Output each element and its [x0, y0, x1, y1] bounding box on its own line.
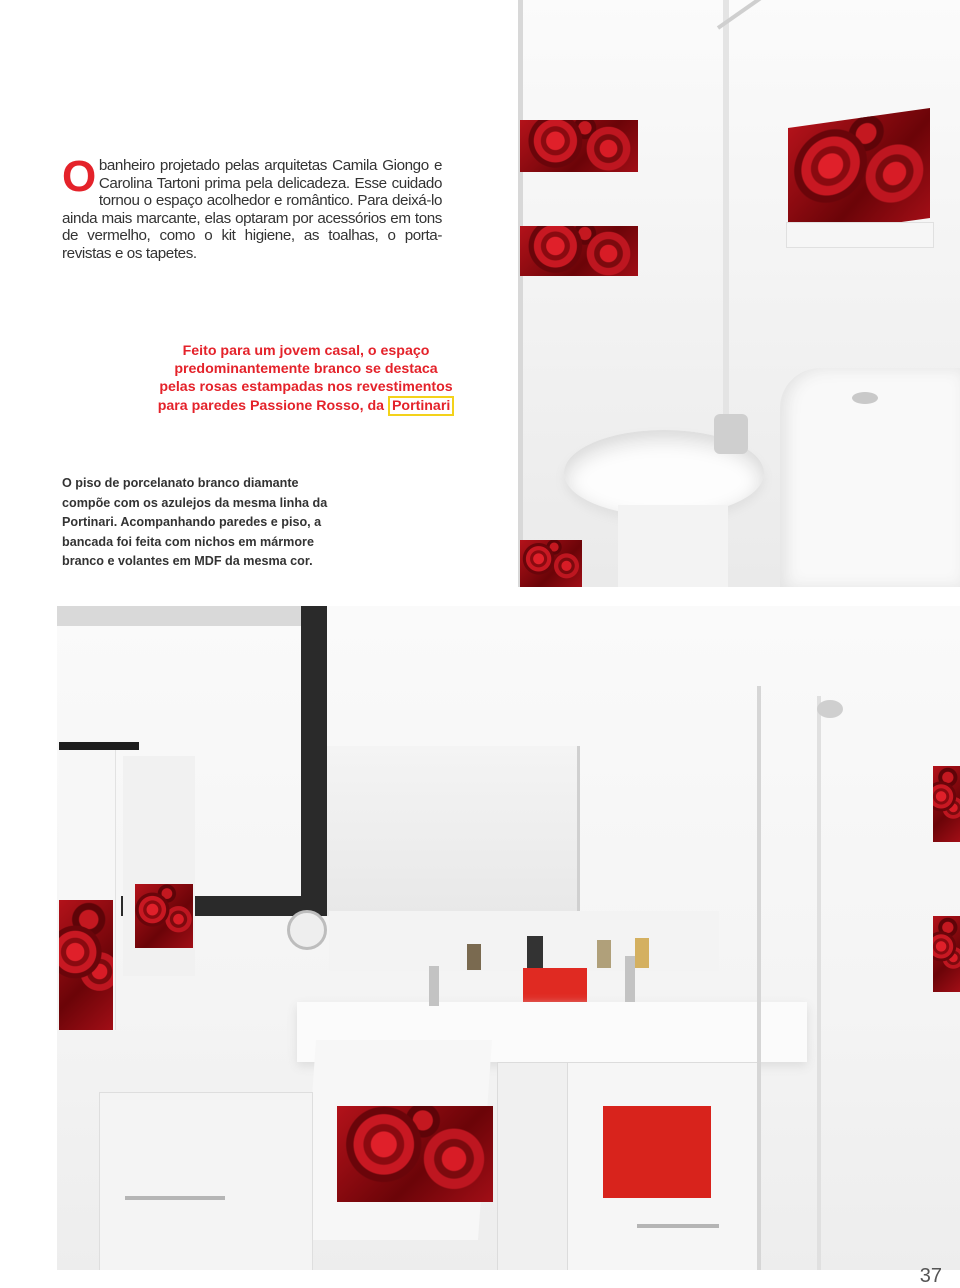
red-magazine-rack	[603, 1106, 711, 1198]
pull-quote-prefix: para paredes Passione Rosso, da	[157, 397, 388, 414]
bidet-faucet	[714, 414, 748, 454]
window-frame	[301, 606, 327, 914]
drawer-handle	[637, 1224, 719, 1228]
caption-line: O piso de porcelanato branco diamante	[62, 476, 299, 490]
photo-caption	[62, 474, 382, 572]
glass-edge	[518, 0, 523, 587]
shaving-mirror	[287, 910, 327, 950]
caption-line: branco e volantes em MDF da mesma cor.	[62, 554, 313, 569]
side-cabinet	[99, 1092, 313, 1270]
pull-quote-line: Feito para um jovem casal, o espaço	[182, 343, 430, 359]
bottle-shelf	[329, 911, 719, 971]
rose-tile-left	[59, 900, 113, 1030]
intro-paragraph	[62, 152, 442, 263]
glass-door-frame	[723, 0, 729, 420]
front-towel-print	[337, 1106, 493, 1202]
bathroom-photo-bottom	[57, 606, 960, 1270]
intro-text: banheiro projetado pelas arquitetas Camila Giongo e Carolina Tartoni prima pela delicadeza. Esse cuidado tornou o espaço acolhedor e romântico. Para deixá-lo ainda mais marcante, elas optaram por acessórios em tons de vermelho, como o kit higiene, as toalhas, o porta-revistas e os tapetes.	[62, 157, 442, 262]
mirror	[327, 746, 580, 916]
bathroom-photo-top	[518, 0, 960, 587]
shower-glass-edge	[817, 696, 821, 1270]
rose-tile	[520, 226, 638, 276]
brand-highlight: Portinari	[388, 396, 454, 416]
bidet-base	[618, 505, 728, 587]
bottle	[597, 940, 611, 968]
drop-cap: O	[62, 152, 96, 201]
pull-quote-line: predominantemente branco se destaca	[174, 361, 438, 378]
page-number: 37	[919, 1265, 942, 1287]
pull-quote-line	[130, 397, 482, 415]
pull-quote-line: pelas rosas estampadas nos revestimentos	[159, 379, 453, 396]
hanging-towel-print	[135, 884, 193, 948]
flush-button	[852, 392, 878, 404]
towel-band	[786, 222, 934, 248]
caption-line: Portinari. Acompanhando paredes e piso, a	[62, 515, 322, 530]
rose-tile-right	[933, 916, 960, 992]
pull-quote	[130, 342, 482, 415]
bottle	[527, 936, 543, 968]
bottle	[635, 938, 649, 968]
red-rug	[520, 540, 582, 587]
shower-head	[817, 700, 843, 718]
faucet	[625, 956, 635, 1002]
shower-glass-edge	[757, 686, 761, 1270]
rose-tile-right	[933, 766, 960, 842]
bottle	[467, 944, 481, 970]
rose-tile	[520, 120, 638, 172]
drawer-handle	[125, 1196, 225, 1200]
caption-line: bancada foi feita com nichos em mármore	[62, 534, 314, 549]
towel-bar	[59, 742, 139, 750]
caption-line: compõe com os azulejos da mesma linha da	[62, 495, 328, 510]
niche	[497, 1062, 569, 1270]
rose-towel	[788, 108, 930, 238]
window-top	[57, 606, 301, 626]
faucet	[429, 966, 439, 1006]
